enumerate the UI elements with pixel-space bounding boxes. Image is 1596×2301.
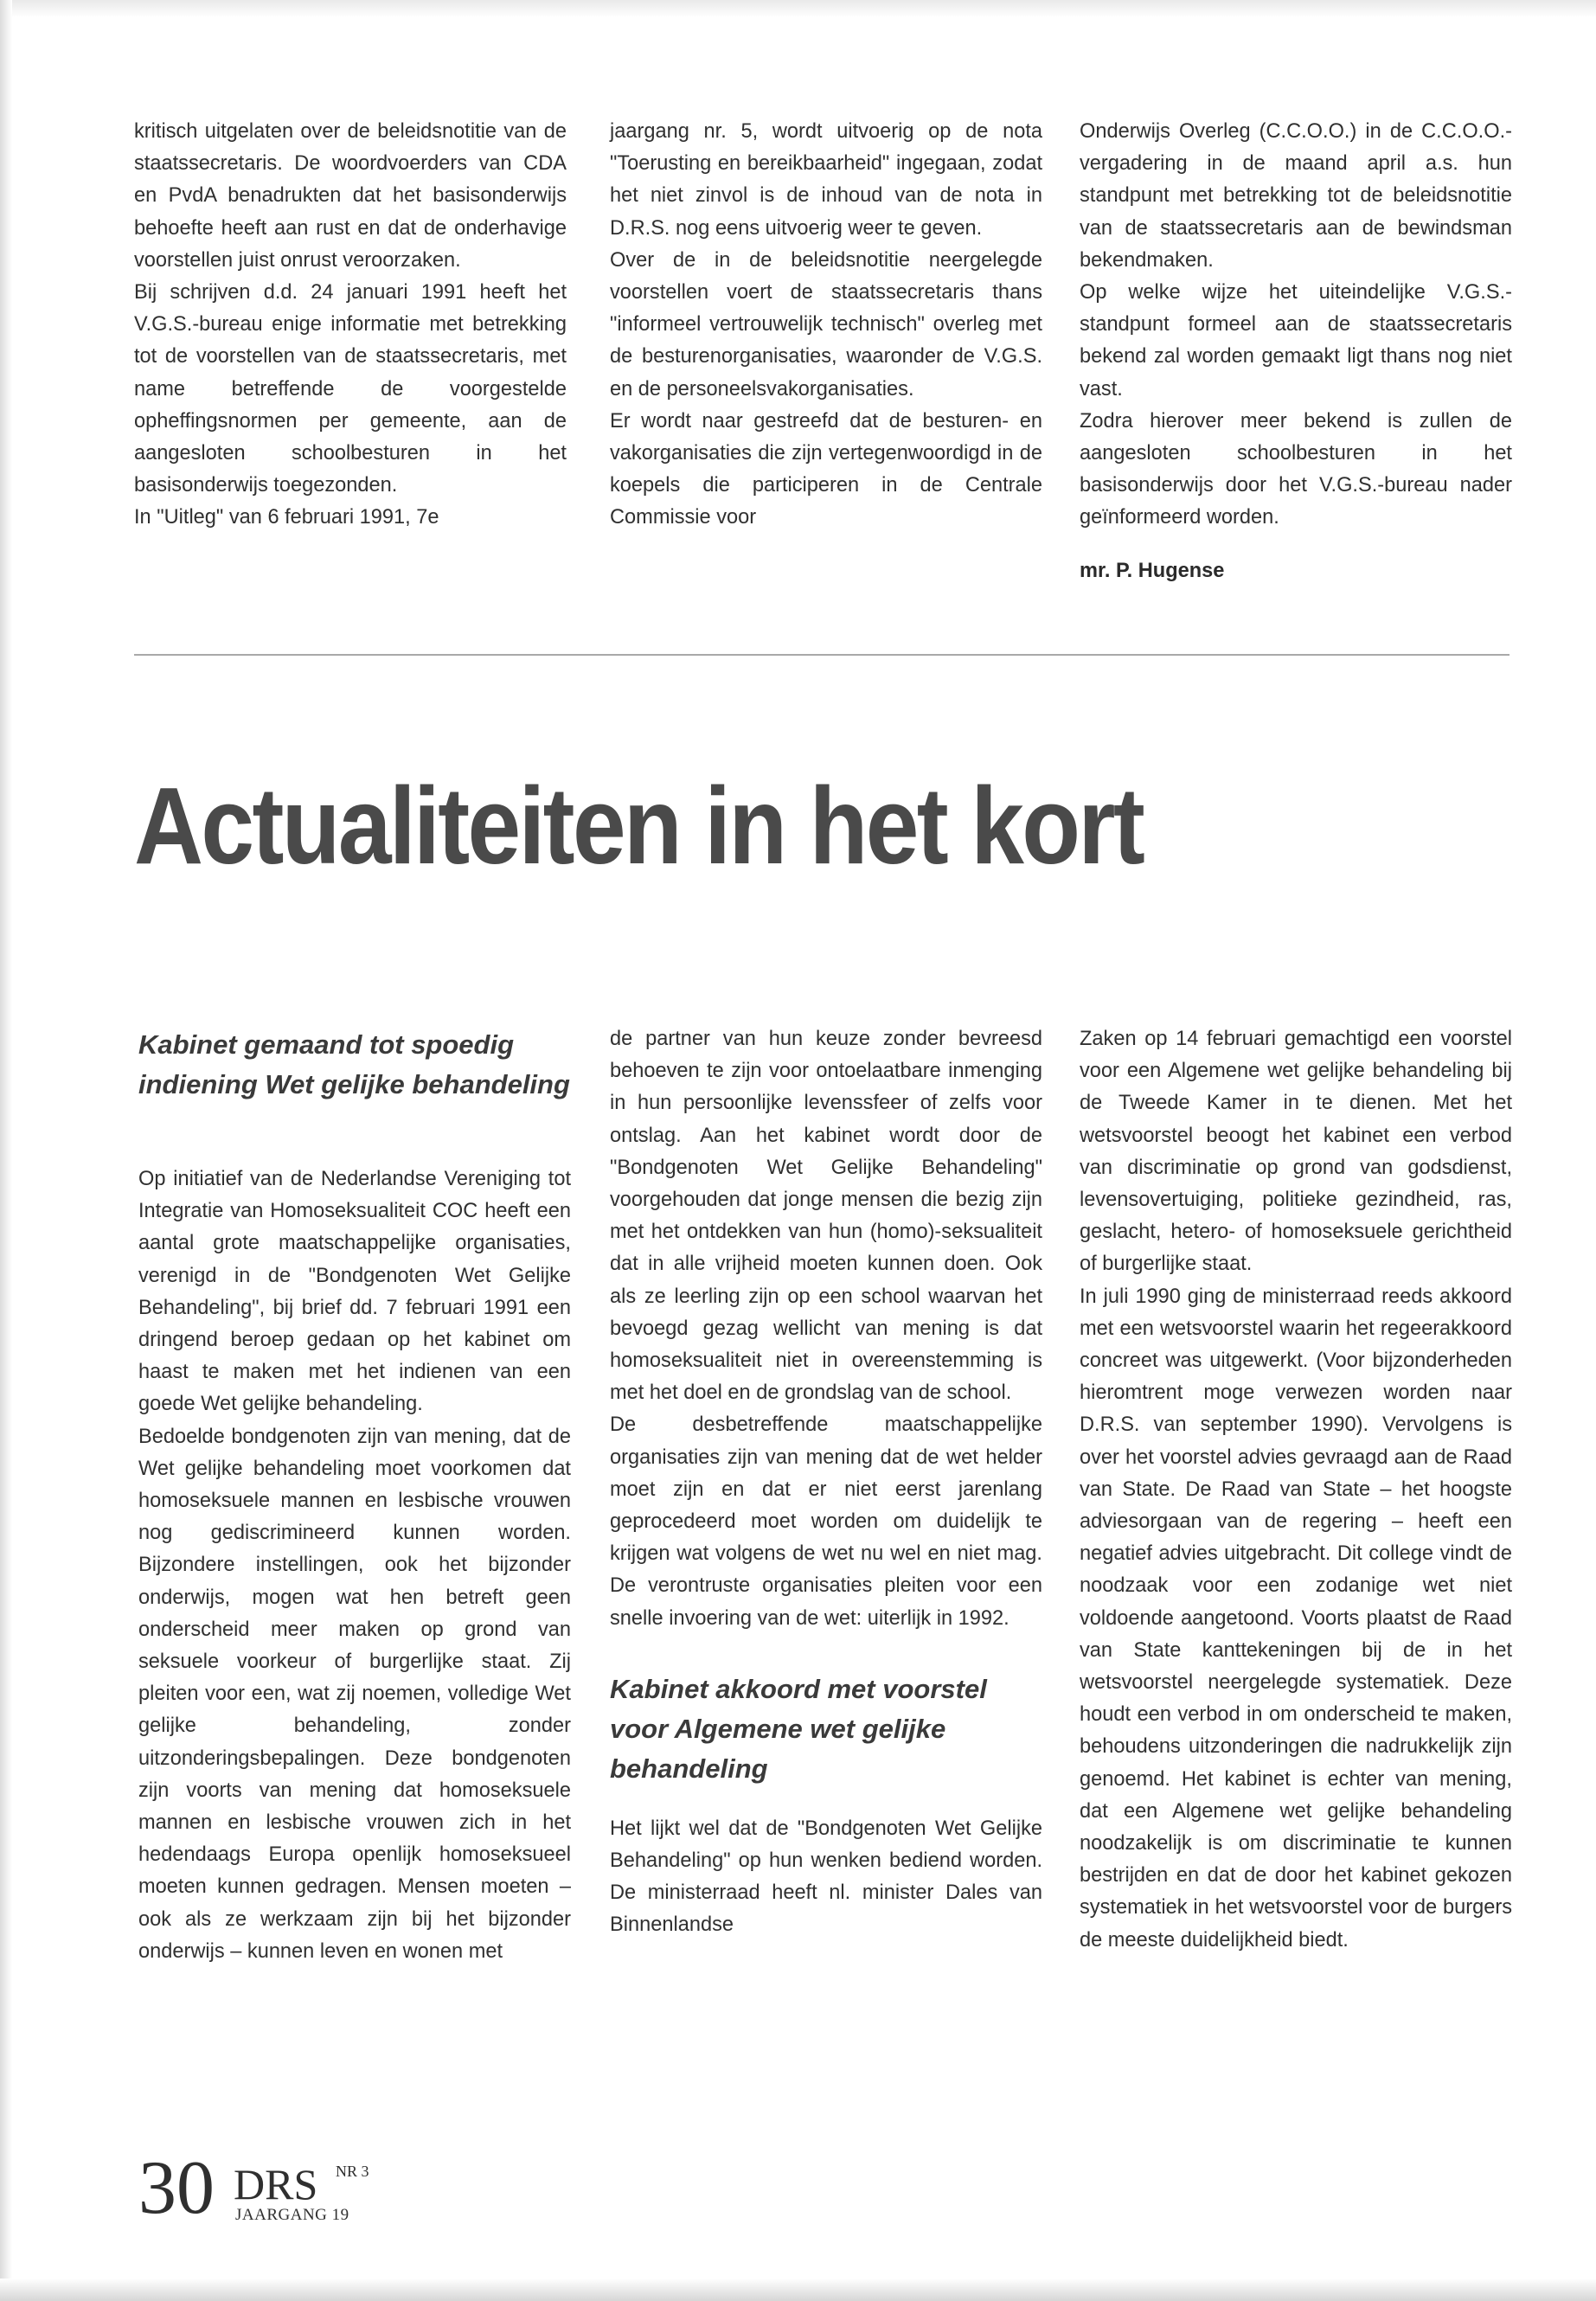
article-1-heading: Kabinet gemaand tot spoedig indiening Wet gelijke behandeling <box>138 1029 570 1099</box>
scan-shadow-top <box>0 0 1596 17</box>
article-column-3 <box>1080 1023 1512 1957</box>
paragraph: In "Uitleg" van 6 februari 1991, 7e <box>134 506 439 529</box>
section-title: Actualiteiten in het kort <box>134 765 1144 887</box>
paragraph: jaargang nr. 5, wordt uitvoerig op de nota "Toerusting en bereikbaarheid" ingegaan, zodat het niet zinvol is de inhoud van de nota in D.R.S. nog eens uitvoerig weer te geven. <box>610 120 1042 240</box>
article-column-1 <box>138 1025 571 1968</box>
paragraph: Op welke wijze het uiteindelijke V.G.S.-standpunt formeel aan de staatssecretaris bekend zal worden gemaakt ligt thans nog niet vast. <box>1080 281 1512 401</box>
paragraph: de partner van hun keuze zonder bevreesd behoeven te zijn voor ontoelaatbare inmenging in hun persoonlijke levenssfeer of zelfs voor ontslag. Aan het kabinet wordt door de "Bondgenoten Wet Gelijke Behandeling" voorgehouden dat jonge mensen die bezig zijn met het ontdekken van hun (homo)-seksualiteit dat in alle vrijheid moeten kunnen doen. Ook als ze leerling zijn op een school waarvan het bevoegd gezag wellicht van mening is dat homoseksualiteit niet in overeenstemming is met het doel en de grondslag van de school. <box>610 1028 1042 1405</box>
paragraph: Over de in de beleidsnotitie neergelegde voorstellen voert de staatssecretaris thans "informeel vertrouwelijk technisch" overleg met de besturenorganisaties, waaronder de V.G.S. en de personeelsvakorganisaties. <box>610 248 1042 401</box>
page-number: 30 <box>138 2146 215 2230</box>
paragraph: Bedoelde bondgenoten zijn van mening, dat de Wet gelijke behandeling moet voorkomen dat homoseksuele mannen en lesbische vrouwen nog gediscrimineerd kunnen worden. Bijzondere instellingen, ook het bijzonder onderwijs, mogen wat hen betreft geen onderscheid meer maken op grond van seksuele voorkeur of burgerlijke staat. Zij pleiten voor een, wat zij noemen, volledige Wet gelijke behandeling, zonder uitzonderingsbepalingen. Deze bondgenoten zijn voorts van mening dat homoseksuele mannen en lesbische vrouwen zich in het hedendaags Europa openlijk homoseksueel moeten kunnen gedragen. Mensen moeten – ook als ze werkzaam zijn bij het bijzonder onderwijs – kunnen leven en wonen met <box>138 1425 571 1963</box>
article-2-heading: Kabinet akkoord met voorstel voor Algemene wet gelijke behandeling <box>610 1673 987 1784</box>
paragraph: Zodra hierover meer bekend is zullen de aangesloten schoolbesturen in het basisonderwijs door het V.G.S.-bureau nader geïnformeerd worden. <box>1080 409 1512 529</box>
section-divider <box>134 654 1509 656</box>
issue-number: NR 3 <box>336 2163 369 2180</box>
author-signature: mr. P. Hugense <box>1080 559 1225 582</box>
top-article-column-1 <box>134 116 567 535</box>
scan-shadow-bottom <box>0 2279 1596 2301</box>
volume-label: JAARGANG 19 <box>235 2206 349 2224</box>
paragraph: In juli 1990 ging de ministerraad reeds akkoord met een wetsvoorstel waarin het regeerakkoord concreet was uitgewerkt. (Voor bijzonderheden hieromtrent moge verwezen worden naar D.R.S. van september 1990). Vervolgens is over het voorstel advies gevraagd aan de Raad van State. De Raad van State – het hoogste adviesorgaan van de regering – heeft een negatief advies uitgebracht. Dit college vindt de noodzaak voor een zodanige wet niet voldoende aangetoond. Voorts plaatst de Raad van State kanttekeningen bij de in het wetsvoorstel neergelegde systematiek. Deze houdt een verbod in om onderscheid te maken, behoudens uitzonderingen die nadrukkelijk zijn genoemd. Het kabinet is echter van mening, dat een Algemene wet gelijke behandeling noodzakelijk is om discriminatie te kunnen bestrijden en dat de door het kabinet gekozen systematiek in het wetsvoorstel voor de burgers de meeste duidelijkheid biedt. <box>1080 1285 1512 1952</box>
paragraph: Bij schrijven d.d. 24 januari 1991 heeft het V.G.S.-bureau enige informatie met betrekking tot de voorstellen van de staatssecretaris, met name betreffende de voorgestelde opheffingsnormen per gemeente, aan de aangesloten schoolbesturen in het basisonderwijs toegezonden. <box>134 281 567 497</box>
magazine-name: DRS <box>234 2160 318 2208</box>
article-column-2 <box>610 1023 1042 1942</box>
paragraph: Onderwijs Overleg (C.C.O.O.) in de C.C.O.O.-vergadering in de maand april a.s. hun standpunt met betrekking tot de beleidsnotitie van de staatssecretaris aan de bewindsman bekendmaken. <box>1080 120 1512 272</box>
top-article-column-2 <box>610 116 1042 535</box>
paragraph: De desbetreffende maatschappelijke organisaties zijn van mening dat de wet helder moet zijn en dat er niet eerst jarenlang geprocedeerd moet worden om duidelijk te krijgen wat volgens de wet nu wel en niet mag. De verontruste organisaties pleiten voor een snelle invoering van de wet: uiterlijk in 1992. <box>610 1413 1042 1630</box>
paragraph: kritisch uitgelaten over de beleidsnotitie van de staatssecretaris. De woordvoerders van CDA en PvdA benadrukten dat het basisonderwijs behoefte heeft aan rust en dat de onderhavige voorstellen juist onrust veroorzaken. <box>134 120 567 272</box>
paragraph: Zaken op 14 februari gemachtigd een voorstel voor een Algemene wet gelijke behandeling bij de Tweede Kamer in te dienen. Met het wetsvoorstel beoogt het kabinet een verbod van discriminatie op grond van godsdienst, levensovertuiging, politieke gezindheid, ras, geslacht, hetero- of homoseksuele gerichtheid of burgerlijke staat. <box>1080 1028 1512 1276</box>
paragraph: Er wordt naar gestreefd dat de besturen- en vakorganisaties die zijn vertegenwoordigd in de koepels die participeren in de Centrale Commissie voor <box>610 409 1042 529</box>
scan-shadow-left <box>0 0 12 2301</box>
paragraph: Het lijkt wel dat de "Bondgenoten Wet Gelijke Behandeling" op hun wenken bediend worden. De ministerraad heeft nl. minister Dales van Binnenlandse <box>610 1817 1042 1937</box>
paragraph: Op initiatief van de Nederlandse Vereniging tot Integratie van Homoseksualiteit COC heeft een aantal grote maatschappelijke organisaties, verenigd in de "Bondgenoten Wet Gelijke Behandeling", bij brief dd. 7 februari 1991 een dringend beroep gedaan op het kabinet om haast te maken met het indienen van een goede Wet gelijke behandeling. <box>138 1168 571 1416</box>
top-article-column-3 <box>1080 116 1512 587</box>
